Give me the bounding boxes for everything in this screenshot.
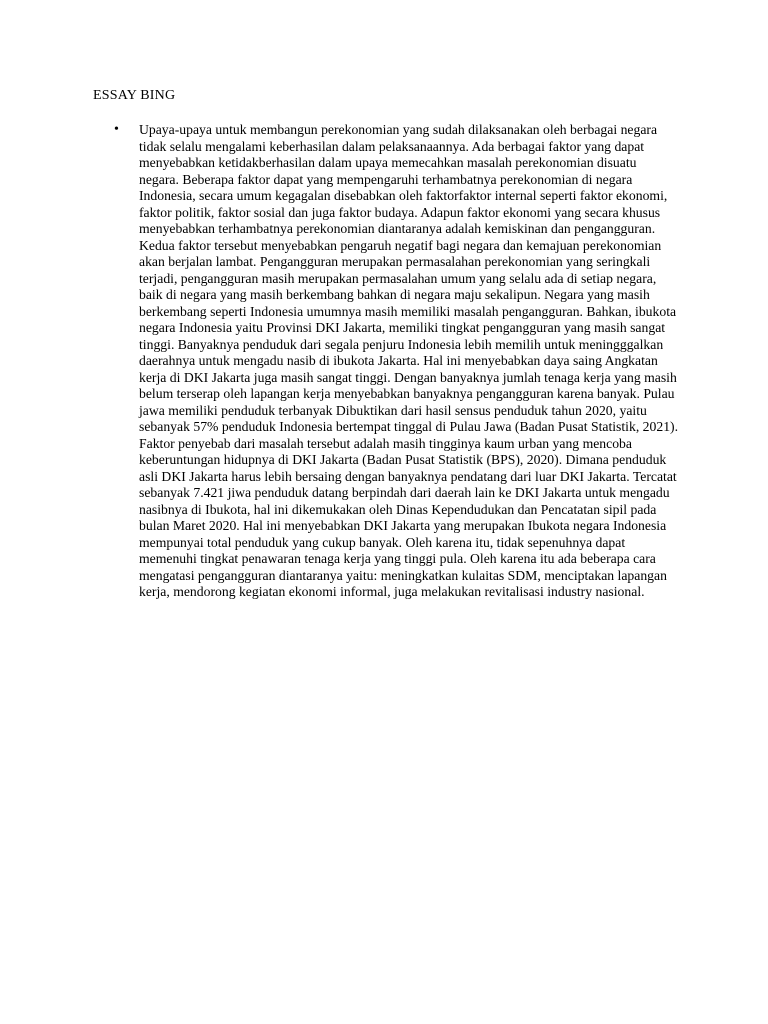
bullet-list — [93, 122, 683, 601]
essay-paragraph: Upaya-upaya untuk membangun perekonomian yang sudah dilaksanakan oleh berbagai negara tidak selalu mengalami keberhasilan dalam pelaksanaannya. Ada berbagai faktor yang dapat menyebabkan ketidakberhasilan dalam upaya memecahkan masalah perekonomian disuatu negara. Beberapa faktor dapat yang mempengaruhi terhambatnya perekonomian di negara Indonesia, secara umum kegagalan disebabkan oleh faktorfaktor internal seperti faktor ekonomi, faktor politik, faktor sosial dan juga faktor budaya. Adapun faktor ekonomi yang secara khusus menyebabkan terhambatnya perekonomian diantaranya adalah kemiskinan dan pengangguran. Kedua faktor tersebut menyebabkan pengaruh negatif bagi negara dan kemajuan perekonomian akan berjalan lambat. Pengangguran merupakan permasalahan perekonomian yang seringkali terjadi, pengangguran masih merupakan permasalahan umum yang selalu ada di setiap negara, baik di negara yang masih berkembang bahkan di negara maju sekalipun. Negara yang masih berkembang seperti Indonesia umumnya masih memiliki masalah pengangguran. Bahkan, ibukota negara Indonesia yaitu Provinsi DKI Jakarta, memiliki tingkat pengangguran yang masih sangat tinggi. Banyaknya penduduk dari segala penjuru Indonesia lebih memilih untuk meningggalkan daerahnya untuk mengadu nasib di ibukota Jakarta. Hal ini menyebabkan daya saing Angkatan kerja di DKI Jakarta juga masih sangat tinggi. Dengan banyaknya jumlah tenaga kerja yang masih belum terserap oleh lapangan kerja menyebabkan banyaknya pengangguran karena banyak. Pulau jawa memiliki penduduk terbanyak Dibuktikan dari hasil sensus penduduk tahun 2020, yaitu sebanyak 57% penduduk Indonesia bertempat tinggal di Pulau Jawa (Badan Pusat Statistik, 2021). Faktor penyebab dari masalah tersebut adalah masih tingginya kaum urban yang mencoba keberuntungan hidupnya di DKI Jakarta (Badan Pusat Statistik (BPS), 2020). Dimana penduduk asli DKI Jakarta harus lebih bersaing dengan banyaknya pendatang dari luar DKI Jakarta. Tercatat sebanyak 7.421 jiwa penduduk datang berpindah dari daerah lain ke DKI Jakarta untuk mengadu nasibnya di Ibukota, hal ini dikemukakan oleh Dinas Kependudukan dan Pencatatan sipil pada bulan Maret 2020. Hal ini menyebabkan DKI Jakarta yang merupakan Ibukota negara Indonesia mempunyai total penduduk yang cukup banyak. Oleh karena itu, tidak sepenuhnya dapat memenuhi tingkat penawaran tenaga kerja yang tinggi pula. Oleh karena itu ada beberapa cara mengatasi pengangguran diantaranya yaitu: meningkatkan kulaitas SDM, menciptakan lapangan kerja, mendorong kegiatan ekonomi informal, juga melakukan revitalisasi industry nasional. — [139, 122, 679, 599]
document-title: ESSAY BING — [93, 88, 176, 103]
list-item — [93, 122, 683, 601]
bullet-icon: • — [114, 122, 119, 137]
